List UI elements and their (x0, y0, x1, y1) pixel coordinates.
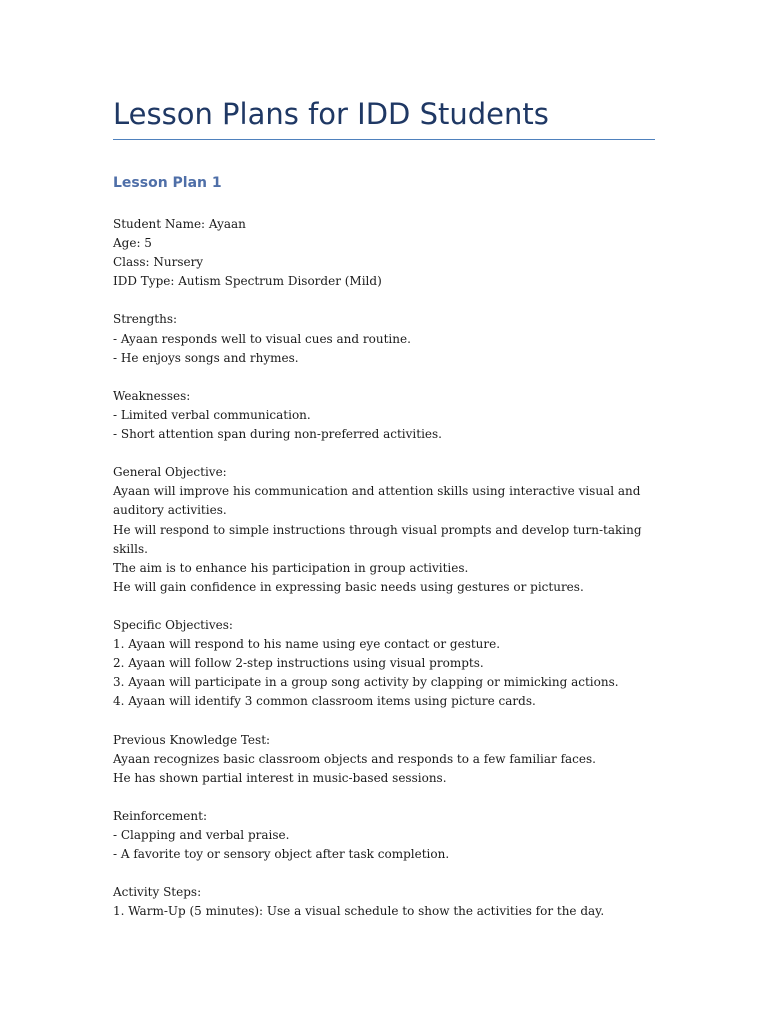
general-objective-line: He will gain confidence in expressing basic needs using gestures or pictures. (113, 579, 584, 594)
previous-knowledge-heading: Previous Knowledge Test: (113, 732, 271, 747)
specific-objectives-heading: Specific Objectives: (113, 617, 233, 632)
activity-steps-heading: Activity Steps: (113, 885, 202, 900)
weaknesses-section (113, 387, 658, 444)
reinforcement-item: - A favorite toy or sensory object after task completion. (113, 847, 450, 862)
general-objective-line: The aim is to enhance his participation in group activities. (113, 560, 469, 575)
spacer (113, 788, 658, 807)
spacer (113, 711, 658, 730)
weakness-item: - Short attention span during non-preferred activities. (113, 427, 442, 442)
spacer (113, 444, 658, 463)
previous-knowledge-section (113, 731, 658, 788)
general-objective-line: He will respond to simple instructions through visual prompts and develop turn-taking (113, 522, 642, 537)
student-name: Student Name: Ayaan (113, 217, 246, 231)
student-age: Age: 5 (113, 236, 152, 251)
previous-knowledge-line: He has shown partial interest in music-based sessions. (113, 770, 447, 785)
weaknesses-heading: Weaknesses: (113, 388, 191, 403)
activity-steps-section (113, 883, 658, 921)
reinforcement-section (113, 807, 658, 864)
general-objective-heading: General Objective: (113, 465, 227, 480)
reinforcement-heading: Reinforcement: (113, 808, 208, 823)
lesson-plan-heading: Lesson Plan 1 (113, 175, 222, 191)
title-underline (113, 139, 655, 140)
weakness-item: - Limited verbal communication. (113, 407, 311, 422)
strength-item: - Ayaan responds well to visual cues and routine. (113, 331, 411, 346)
activity-step-item: 1. Warm-Up (5 minutes): Use a visual schedule to show the activities for the day. (113, 904, 605, 919)
reinforcement-item: - Clapping and verbal praise. (113, 828, 290, 842)
spacer (113, 597, 658, 616)
document-title: Lesson Plans for IDD Students (113, 97, 549, 131)
idd-type: IDD Type: Autism Spectrum Disorder (Mild) (113, 274, 382, 289)
spacer (113, 291, 658, 310)
strengths-section (113, 310, 658, 367)
lesson-body (113, 215, 658, 921)
specific-objective-item: 1. Ayaan will respond to his name using eye contact or gesture. (113, 637, 501, 652)
general-objective-line: skills. (113, 541, 148, 556)
specific-objectives-section (113, 616, 658, 711)
strengths-heading: Strengths: (113, 312, 178, 327)
previous-knowledge-line: Ayaan recognizes basic classroom objects and responds to a few familiar faces. (113, 751, 596, 766)
specific-objective-item: 3. Ayaan will participate in a group song activity by clapping or mimicking actions. (113, 675, 619, 690)
spacer (113, 864, 658, 883)
strength-item: - He enjoys songs and rhymes. (113, 350, 299, 365)
general-objective-line: auditory activities. (113, 503, 227, 518)
specific-objective-item: 4. Ayaan will identify 3 common classroom items using picture cards. (113, 694, 536, 709)
student-class: Class: Nursery (113, 255, 204, 270)
general-objective-line: Ayaan will improve his communication and attention skills using interactive visual and (113, 484, 641, 499)
spacer (113, 368, 658, 387)
general-objective-section (113, 463, 658, 597)
student-info-section (113, 215, 658, 291)
specific-objective-item: 2. Ayaan will follow 2-step instructions using visual prompts. (113, 656, 484, 671)
